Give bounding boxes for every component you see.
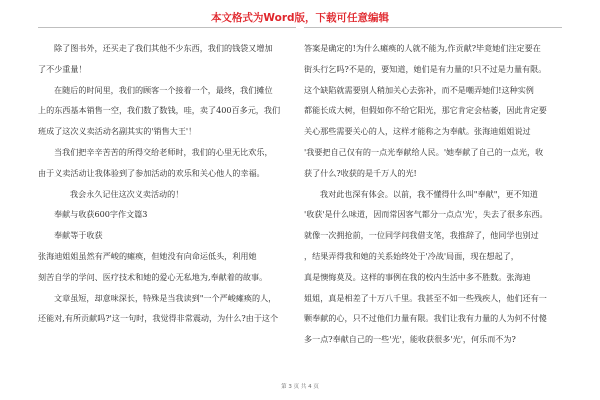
banner-text: 本文格式为Word版，下载可任意编辑 [210,12,390,24]
text-line: '我要把自己仅有的一点光奉献给人民。'她奉献了自己的一点光，收 [304,146,544,157]
text-line: 真是懊悔莫及。这样的事例在我的校内生活中多不胜数。张海迪 [304,271,531,282]
text-line: 我会永久记住这次义卖活动的！ [70,188,184,199]
page-footer [0,382,600,390]
text-line: 获了什么?收获的是千万人的光! [304,167,417,178]
text-line: 还能对,有所贡献吗?'这一句时，我觉得非常震动，为什么?由于这个 [38,313,279,324]
text-line: 刻苦自学的学问、医疗技术和她的爱心无私地为,奉献着的故事。 [38,271,268,282]
header-rule-right [304,27,562,28]
text-line: 就像一次拥抢前，一位同学问我借支笔，我推辞了，他同学也别过 [304,230,539,241]
text-line: '收获'是什么味道，因而常因客气都分一点点'光'，失去了很多东西。 [304,209,548,220]
left-column [38,38,296,329]
text-line: 奉献等于收获 [54,230,103,241]
text-line: 街头行乞吗?不是的，要知道，她们是有力量的!只不过是力量有限。 [304,63,547,74]
text-line: 班成了这次义卖活动名副其实的'销售大王'！ [38,126,197,137]
text-line: 颗奉献的心，只不过他们力量有限。我们让我有力量的人为何不付傻 [304,313,547,324]
text-line: 多一点?奉献自己的一些'光'，能收获很多'光'，何乐而不为? [304,334,516,345]
page-number: 第 3 页 共 4 页 [281,384,319,390]
text-line: ，结果弄得我和她的关系始终处于'冷战'局面，现在想起了， [304,250,519,261]
header-rule-left [38,27,296,28]
document-banner [0,10,600,25]
text-line: 这个缺陷就需要别人稍加关心去弥补，而不是嘲弄她们!这种实例 [304,84,534,95]
text-line: 答案是确定的!为什么瘫痪的人就不能为,作贡献?毕竟她们注定要在 [304,43,541,53]
text-line: 我对此也深有体会。以前，我不懂得什么叫"奉献"，更不知道 [320,188,538,199]
right-column [304,38,562,350]
text-line: 当我们把辛辛苦苦的所得交给老师时，我们的心里无比欢乐， [54,146,273,157]
text-line: 都能长成大树，但假如你不给它阳光，那它肯定会枯萎，因此肯定要 [304,105,547,116]
text-line: 姐姐，真是相差了十万八千里。我甚至不如一些残疾人，他们还有一 [304,292,547,303]
text-line: 张海迪姐姐虽然有严峻的瘫痪，但她没有向命运低头，利用她 [38,250,257,261]
text-line: 除了图书外，还买走了我们其他不少东西，我们的钱袋又增加 [54,43,273,53]
text-line: 上的东西基本销售一空，我们数了数钱，哇，卖了400百多元，我们 [38,105,281,116]
text-line: 了不少重量！ [38,63,87,74]
text-line: 关心那些需要关心的人，这样才能称之为奉献。张海迪姐姐说过 [304,126,531,137]
text-line: 文章虽短，却意味深长，特殊是当我读到"一个严峻瘫痪的人， [54,292,277,303]
text-line: 由于义卖活动让我体验到了参加活动的欢乐和关心他人的幸福。 [38,167,265,178]
text-line: 在随后的时间里，我们的顾客一个接着一个，最终，我们摊位 [54,84,273,95]
section-heading: 奉献与收获600字作文篇3 [54,209,148,220]
